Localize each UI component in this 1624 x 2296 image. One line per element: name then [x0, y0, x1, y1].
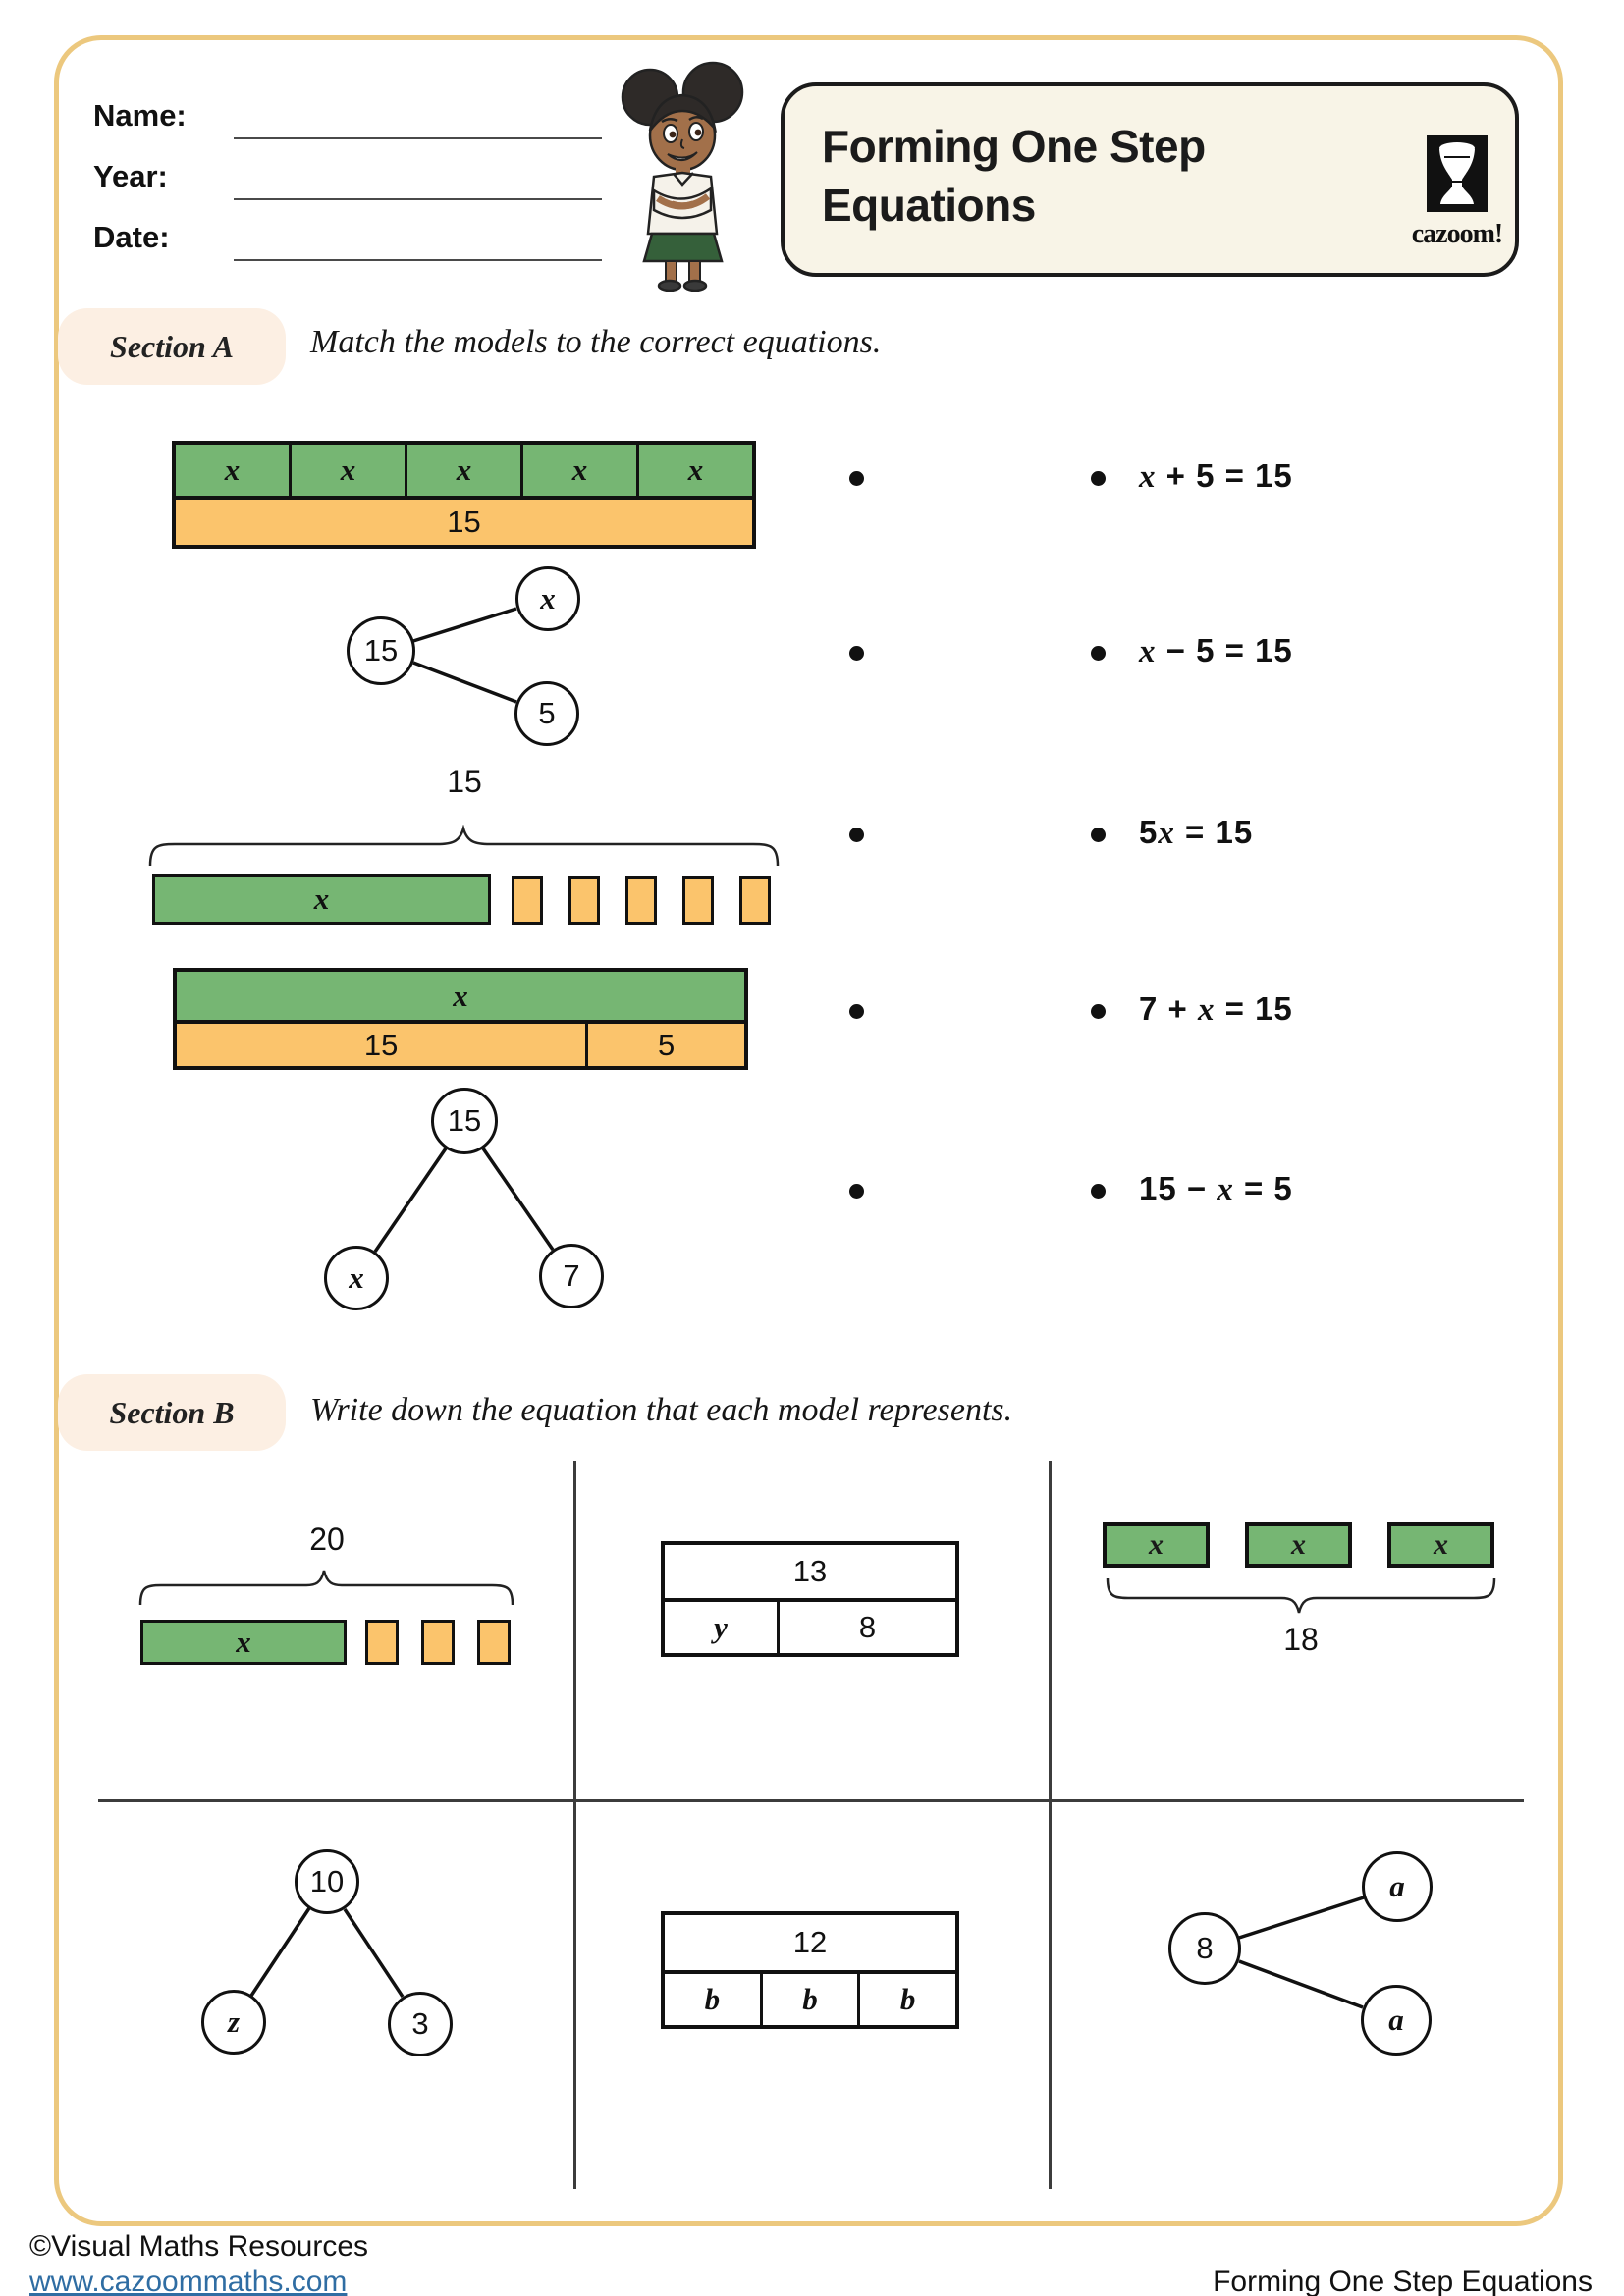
model5-part-x-circle: x [324, 1246, 389, 1310]
model1-match-dot[interactable] [849, 471, 864, 486]
equation-x-minus-5: x − 5 = 15 [1139, 632, 1293, 669]
model3-brace [147, 825, 781, 869]
equation4-match-dot[interactable] [1091, 1004, 1106, 1019]
unit-square [739, 876, 771, 925]
green-box-x: x [1103, 1522, 1210, 1568]
b1-unit-squares [365, 1620, 511, 1665]
unit-square [512, 876, 543, 925]
bar-top-row [176, 445, 752, 496]
footer-copyright: ©Visual Maths Resources [29, 2230, 369, 2263]
name-input-line[interactable] [234, 137, 602, 139]
name-label: Name: [93, 98, 187, 133]
b5-bar-model [661, 1911, 959, 2029]
bar-bottom-row [176, 496, 752, 545]
unit-square [421, 1620, 455, 1665]
model-bar-5x-15 [172, 441, 756, 549]
model3-match-dot[interactable] [849, 828, 864, 842]
b2-bar-model [661, 1541, 959, 1657]
bar-top-row [665, 1915, 955, 1970]
b6-part-a1-circle: a [1362, 1851, 1433, 1922]
year-label: Year: [93, 159, 168, 193]
bar-cell-b: b [665, 1974, 760, 2025]
model-bar-x-15-5 [173, 968, 748, 1070]
bar-cell-b: b [857, 1974, 955, 2025]
equation1-match-dot[interactable] [1091, 471, 1106, 486]
b1-green-bar-x: x [140, 1620, 347, 1665]
unit-square [477, 1620, 511, 1665]
model3-green-bar-x: x [152, 874, 491, 925]
model5-whole-circle: 15 [431, 1088, 498, 1154]
b6-whole-circle: 8 [1168, 1912, 1241, 1985]
model2-match-dot[interactable] [849, 646, 864, 661]
model2-part-x-circle: x [515, 566, 580, 631]
model3-brace-label: 15 [447, 764, 482, 799]
bar-cell-5: 5 [585, 1024, 744, 1066]
bar-cell-y: y [665, 1602, 777, 1653]
section-a-instruction: Match the models to the correct equations. [310, 324, 882, 360]
bar-cell-13: 13 [665, 1545, 955, 1598]
b4-part-3-circle: 3 [388, 1992, 453, 2056]
equation2-match-dot[interactable] [1091, 646, 1106, 661]
bar-cell-12: 12 [665, 1915, 955, 1970]
year-input-line[interactable] [234, 198, 602, 200]
unit-square [625, 876, 657, 925]
unit-square [365, 1620, 399, 1665]
section-b-pill: Section B [58, 1374, 286, 1451]
model2-part-5-circle: 5 [514, 681, 579, 746]
bar-cell-8: 8 [777, 1602, 955, 1653]
bar-cell-15: 15 [177, 1024, 585, 1066]
b3-brace-down [1105, 1575, 1497, 1617]
worksheet-title: Forming One Step Equations [822, 121, 1206, 231]
date-input-line[interactable] [234, 259, 602, 261]
footer-website-link[interactable]: www.cazoommaths.com [29, 2266, 348, 2296]
model5-match-dot[interactable] [849, 1184, 864, 1199]
b4-part-z-circle: z [201, 1990, 266, 2055]
green-box-x: x [1387, 1522, 1494, 1568]
equation3-match-dot[interactable] [1091, 828, 1106, 842]
b1-brace [137, 1567, 515, 1608]
b3-x-boxes [1103, 1522, 1494, 1568]
equation-x-plus-5: x + 5 = 15 [1139, 457, 1293, 495]
unit-square [568, 876, 600, 925]
bar-top-row [177, 972, 744, 1020]
section-b-instruction: Write down the equation that each model represents. [310, 1392, 1013, 1428]
b6-part-a2-circle: a [1361, 1985, 1432, 2056]
bar-top-row [665, 1545, 955, 1598]
cazoom-drum-icon [1427, 135, 1488, 212]
grid-vertical-divider-1 [573, 1461, 576, 2189]
equation5-match-dot[interactable] [1091, 1184, 1106, 1199]
model4-match-dot[interactable] [849, 1004, 864, 1019]
bar-cell-b: b [760, 1974, 858, 2025]
bar-bottom-row [665, 1598, 955, 1653]
model5-part-7-circle: 7 [539, 1244, 604, 1308]
footer-doc-title: Forming One Step Equations [1213, 2266, 1593, 2296]
worksheet-title-box [781, 82, 1519, 277]
equation-5x: 5x = 15 [1139, 814, 1254, 851]
bar-bottom-row [177, 1020, 744, 1066]
bar-cell-x: x [636, 445, 752, 496]
green-box-x: x [1245, 1522, 1352, 1568]
bar-cell-x: x [520, 445, 636, 496]
b1-brace-label: 20 [309, 1522, 345, 1557]
grid-horizontal-divider [98, 1799, 1524, 1802]
model2-whole-circle: 15 [347, 616, 415, 685]
cazoom-logo [1388, 135, 1526, 250]
bar-cell-x: x [176, 445, 289, 496]
unit-square [682, 876, 714, 925]
section-a-pill: Section A [58, 308, 286, 385]
date-label: Date: [93, 220, 170, 254]
bar-cell-x: x [177, 972, 744, 1020]
b3-brace-label: 18 [1283, 1622, 1319, 1657]
equation-7-plus-x: 7 + x = 15 [1139, 990, 1293, 1028]
bar-cell-15: 15 [176, 500, 752, 545]
cazoom-logo-text: cazoom! [1411, 219, 1503, 249]
model3-unit-squares [512, 876, 771, 925]
equation-15-minus-x: 15 − x = 5 [1139, 1170, 1293, 1207]
grid-vertical-divider-2 [1049, 1461, 1052, 2189]
b4-whole-circle: 10 [295, 1849, 359, 1914]
bar-cell-x: x [405, 445, 520, 496]
mascot-girl-illustration [607, 59, 769, 292]
bar-bottom-row [665, 1970, 955, 2025]
bar-cell-x: x [289, 445, 405, 496]
